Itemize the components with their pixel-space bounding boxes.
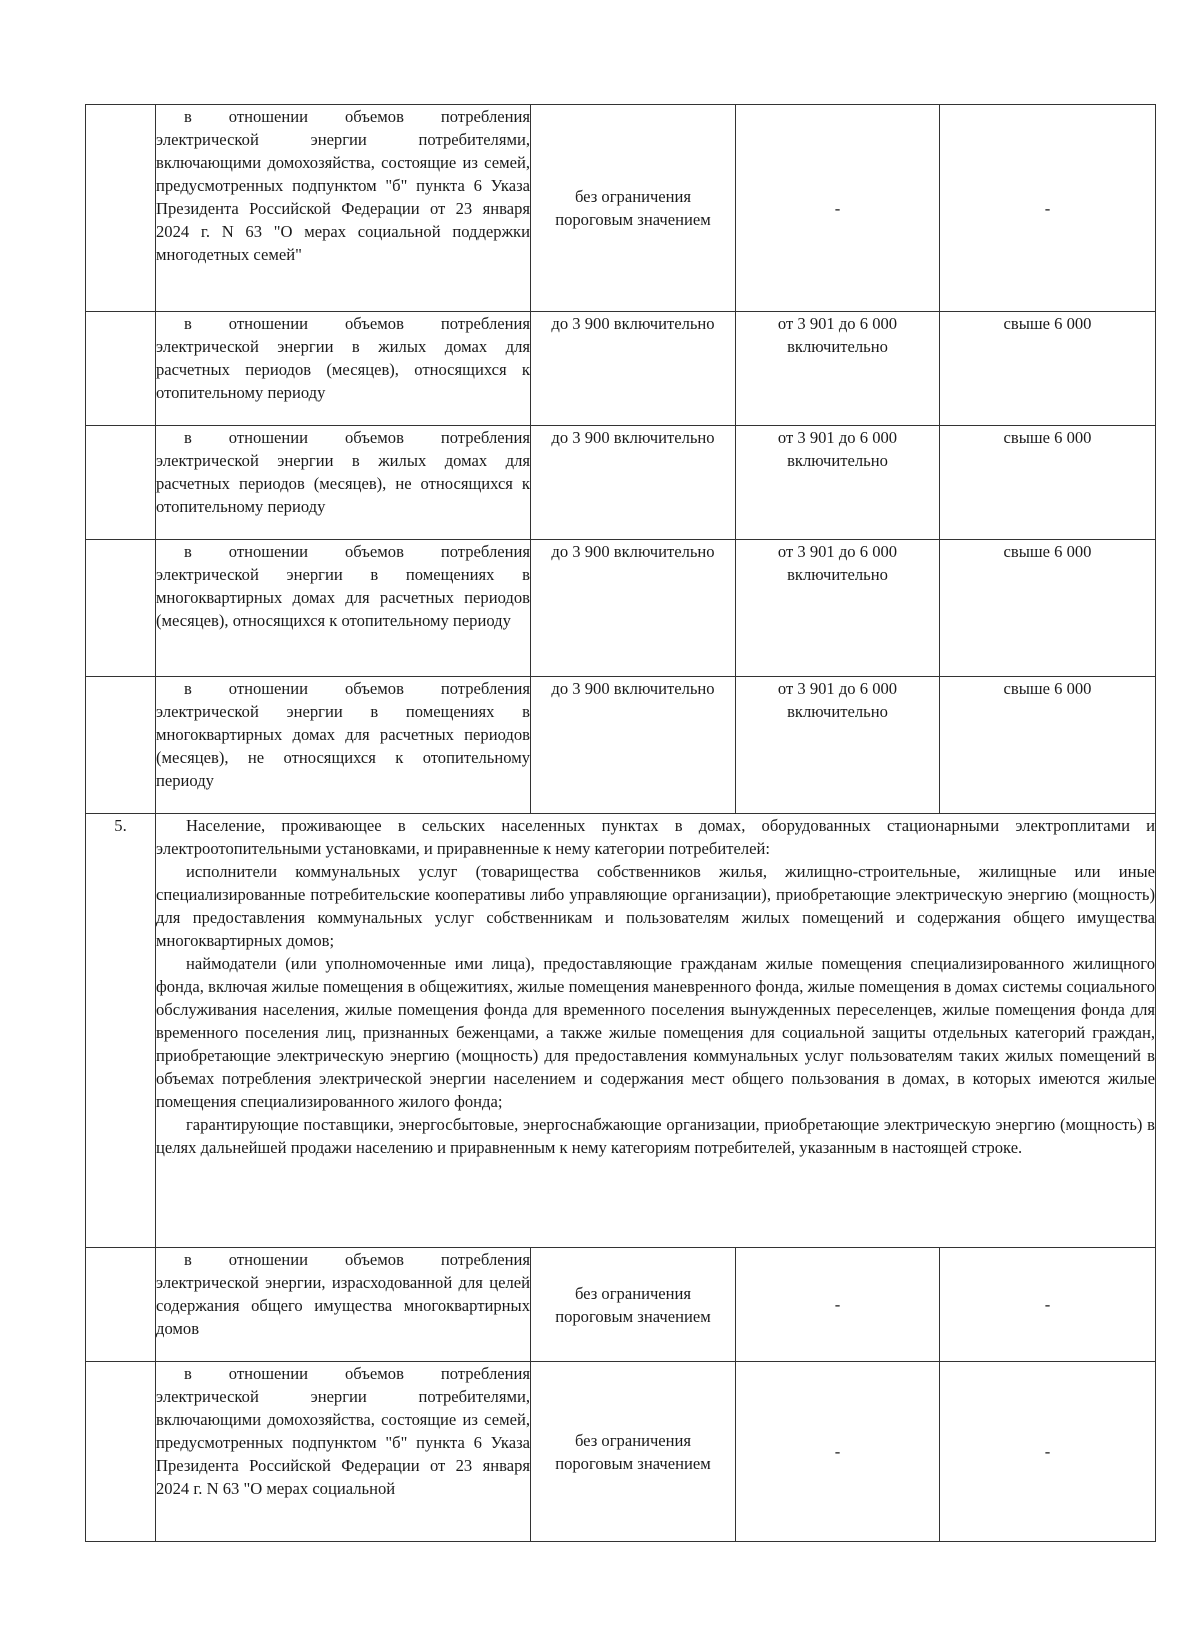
row-number-cell <box>86 105 156 312</box>
row-description: в отношении объемов потребления электрической энергии потребителями, включающими домохозяйства, состоящие из семей, предусмотренных подпунктом "б" пункта 6 Указа Президента Российской Федерации от 23 января 2024 г. N 63 "О мерах социальной <box>156 1362 531 1542</box>
threshold-value-1: до 3 900 включительно <box>531 426 736 540</box>
threshold-value-1: до 3 900 включительно <box>531 540 736 677</box>
row-description: в отношении объемов потребления электрической энергии в жилых домах для расчетных периодов (месяцев), не относящихся к отопительному периоду <box>156 426 531 540</box>
table-row <box>86 1362 1156 1542</box>
section-number: 5. <box>86 814 156 1248</box>
row-number-cell <box>86 1362 156 1542</box>
table-row <box>86 105 1156 312</box>
section-paragraph: Население, проживающее в сельских населенных пунктах в домах, оборудованных стационарными электроплитами и электроотопительными установками, и приравненные к нему категории потребителей: <box>156 816 1155 858</box>
threshold-value-3: свыше 6 000 <box>940 426 1156 540</box>
row-number-cell <box>86 312 156 426</box>
table-row <box>86 426 1156 540</box>
threshold-value-3: - <box>940 1248 1156 1362</box>
row-number-cell <box>86 677 156 814</box>
threshold-value-3: - <box>940 105 1156 312</box>
section-paragraph: исполнители коммунальных услуг (товарищества собственников жилья, жилищно-строительные, жилищные или иные специализированные потребительские кооперативы либо управляющие организации), приобретающие электрическую энергию (мощность) для предоставления коммунальных услуг собственникам и пользователям жилых помещений и содержания общего имущества многоквартирных домов; <box>156 862 1155 950</box>
threshold-value-2: от 3 901 до 6 000 включительно <box>736 677 940 814</box>
section-paragraph: гарантирующие поставщики, энергосбытовые, энергоснабжающие организации, приобретающие электрическую энергию (мощность) в целях дальнейшей продажи населению и приравненным к нему категориям потребителей, указанным в настоящей строке. <box>156 1115 1155 1157</box>
threshold-value-2: - <box>736 1248 940 1362</box>
table-row <box>86 1248 1156 1362</box>
threshold-value-2: от 3 901 до 6 000 включительно <box>736 312 940 426</box>
table-row <box>86 677 1156 814</box>
threshold-value-2: - <box>736 105 940 312</box>
table-row <box>86 312 1156 426</box>
row-number-cell <box>86 426 156 540</box>
tariff-table <box>85 104 1156 1542</box>
table-row <box>86 540 1156 677</box>
row-description: в отношении объемов потребления электрической энергии в жилых домах для расчетных периодов (месяцев), относящихся к отопительному периоду <box>156 312 531 426</box>
threshold-value-2: от 3 901 до 6 000 включительно <box>736 540 940 677</box>
section-5-text <box>156 814 1156 1248</box>
threshold-value-1: до 3 900 включительно <box>531 677 736 814</box>
row-description: в отношении объемов потребления электрической энергии потребителями, включающими домохозяйства, состоящие из семей, предусмотренных подпунктом "б" пункта 6 Указа Президента Российской Федерации от 23 января 2024 г. N 63 "О мерах социальной поддержки многодетных семей" <box>156 105 531 312</box>
threshold-value-1: без ограничения пороговым значением <box>531 1362 736 1542</box>
threshold-value-3: свыше 6 000 <box>940 540 1156 677</box>
row-description: в отношении объемов потребления электрической энергии, израсходованной для целей содержания общего имущества многоквартирных домов <box>156 1248 531 1362</box>
threshold-value-1: без ограничения пороговым значением <box>531 1248 736 1362</box>
threshold-value-2: от 3 901 до 6 000 включительно <box>736 426 940 540</box>
row-description: в отношении объемов потребления электрической энергии в помещениях в многоквартирных домах для расчетных периодов (месяцев), не относящихся к отопительному периоду <box>156 677 531 814</box>
threshold-value-1: без ограничения пороговым значением <box>531 105 736 312</box>
row-number-cell <box>86 540 156 677</box>
section-paragraph: наймодатели (или уполномоченные ими лица), предоставляющие гражданам жилые помещения специализированного жилищного фонда, включая жилые помещения в общежитиях, жилые помещения маневренного фонда, жилые помещения в домах системы социального обслуживания населения, жилые помещения фонда для временного поселения вынужденных переселенцев, жилые помещения фонда для временного поселения лиц, признанных беженцами, а также жилые помещения для социальной защиты отдельных категорий граждан, приобретающие электрическую энергию (мощность) для предоставления коммунальных услуг пользователям таких жилых помещений в объемах потребления электрической энергии населением и содержания мест общего пользования в домах, в которых имеются жилые помещения специализированного жилого фонда; <box>156 954 1155 1111</box>
threshold-value-3: свыше 6 000 <box>940 312 1156 426</box>
threshold-value-2: - <box>736 1362 940 1542</box>
threshold-value-1: до 3 900 включительно <box>531 312 736 426</box>
threshold-value-3: - <box>940 1362 1156 1542</box>
section-5-row <box>86 814 1156 1248</box>
row-description: в отношении объемов потребления электрической энергии в помещениях в многоквартирных домах для расчетных периодов (месяцев), относящихся к отопительному периоду <box>156 540 531 677</box>
threshold-value-3: свыше 6 000 <box>940 677 1156 814</box>
row-number-cell <box>86 1248 156 1362</box>
